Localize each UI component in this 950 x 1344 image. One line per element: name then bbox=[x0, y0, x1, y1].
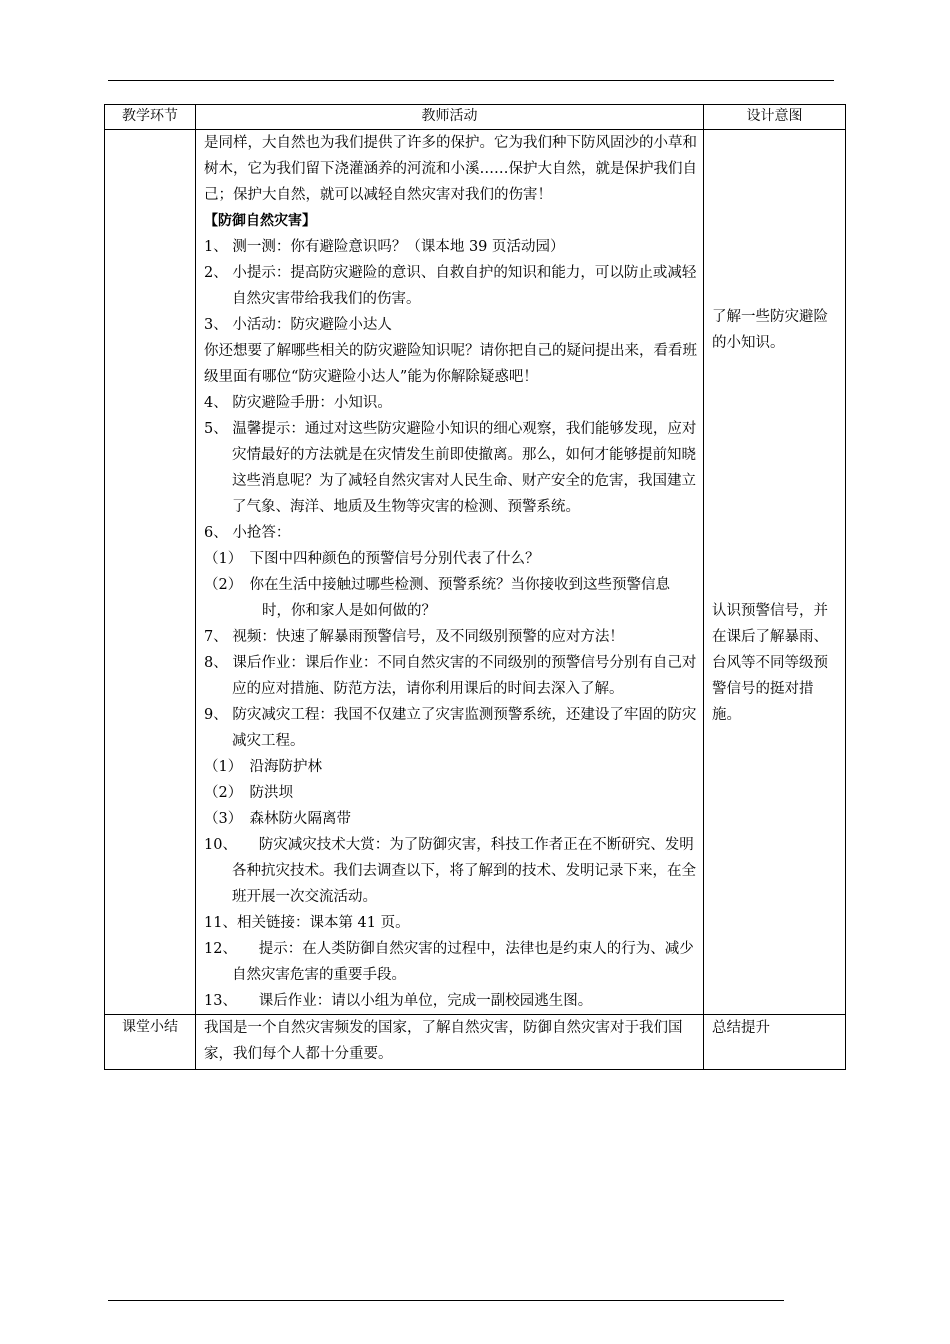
header-rule bbox=[108, 80, 834, 81]
list-item: 13、 课后作业：请以小组为单位，完成一副校园逃生图。 bbox=[204, 993, 593, 1009]
header-teacher-activity: 教师活动 bbox=[196, 105, 704, 130]
summary-activity: 我国是一个自然灾害频发的国家，了解自然灾害，防御自然灾害对于我们国家，我们每个人都十分重要。 bbox=[204, 1020, 683, 1062]
main-intent-cell bbox=[704, 130, 846, 1015]
summary-row bbox=[105, 1015, 846, 1070]
section-title: 【防御自然灾害】 bbox=[204, 213, 316, 229]
opening-paragraph: 是同样，大自然也为我们提供了许多的保护。它为我们种下防风固沙的小草和树木，它为我们留下浇灌涵养的河流和小溪……保护大自然，就是保护我们自己；保护大自然，就可以减轻自然灾害对我们的伤害！ bbox=[204, 135, 697, 203]
list-item: 3、 小活动：防灾避险小达人 bbox=[204, 317, 392, 333]
intent-note-2: 认识预警信号，并在课后了解暴雨、台风等不同等级预警信号的挺对措施。 bbox=[712, 603, 828, 723]
list-item: （3） 森林防火隔离带 bbox=[204, 811, 351, 827]
summary-activity-cell bbox=[196, 1015, 704, 1070]
list-item: 7、 视频：快速了解暴雨预警信号，及不同级别预警的应对方法！ bbox=[204, 629, 624, 645]
main-stage-cell bbox=[105, 130, 196, 1015]
list-item: 9、 防灾减灾工程：我国不仅建立了灾害监测预警系统，还建设了牢固的防灾减灾工程。 bbox=[204, 707, 697, 749]
list-item: 12、 提示：在人类防御自然灾害的过程中，法律也是约束人的行为、减少自然灾害危害的重要手段。 bbox=[204, 941, 694, 983]
header-stage: 教学环节 bbox=[105, 105, 196, 130]
list-item: 6、 小抢答： bbox=[204, 525, 291, 541]
table-header-row bbox=[105, 105, 846, 130]
list-item: 1、 测一测：你有避险意识吗？（课本地 39 页活动园） bbox=[204, 239, 565, 255]
list-item: 8、 课后作业：课后作业：不同自然灾害的不同级别的预警信号分别有自己对应的应对措施、防范方法，请你利用课后的时间去深入了解。 bbox=[204, 655, 697, 697]
intent-spacer-top bbox=[712, 130, 837, 304]
lesson-plan-table bbox=[104, 104, 846, 1070]
list-item: 10、 防灾减灾技术大赏：为了防御灾害，科技工作者正在不断研究、发明各种抗灾技术。我们去调查以下，将了解到的技术、发明记录下来，在全班开展一次交流活动。 bbox=[204, 837, 696, 905]
main-row bbox=[105, 130, 846, 1015]
list-item: （2） 你在生活中接触过哪些检测、预警系统？当你接收到这些预警信息时，你和家人是如何做的？ bbox=[204, 577, 670, 619]
intent-note-1: 了解一些防灾避险的小知识。 bbox=[712, 309, 828, 351]
summary-stage: 课堂小结 bbox=[105, 1015, 196, 1070]
list-item: （1） 下图中四种颜色的预警信号分别代表了什么？ bbox=[204, 551, 540, 567]
list-item: （1） 沿海防护林 bbox=[204, 759, 322, 775]
summary-intent: 总结提升 bbox=[712, 1020, 770, 1036]
list-item: 4、 防灾避险手册：小知识。 bbox=[204, 395, 392, 411]
list-item: 11、相关链接：课本第 41 页。 bbox=[204, 915, 410, 931]
footer-rule bbox=[108, 1300, 784, 1301]
summary-intent-cell bbox=[704, 1015, 846, 1070]
header-design-intent: 设计意图 bbox=[704, 105, 846, 130]
intent-spacer-middle bbox=[712, 356, 837, 598]
list-item: 2、 小提示：提高防灾避险的意识、自救自护的知识和能力，可以防止或减轻自然灾害带给我我们的伤害。 bbox=[204, 265, 697, 307]
list-item: 5、 温馨提示：通过对这些防灾避险小知识的细心观察，我们能够发现，应对灾情最好的方法就是在灾情发生前即使撤离。那么，如何才能够提前知晓这些消息呢？为了减轻自然灾害对人民生命、财产安全的危害，我国建立了气象、海洋、地质及生物等灾害的检测、预警系统。 bbox=[204, 421, 697, 515]
list-item: 你还想要了解哪些相关的防灾避险知识呢？请你把自己的疑问提出来，看看班级里面有哪位“防灾避险小达人”能为你解除疑惑吧！ bbox=[204, 343, 697, 385]
main-activity-cell bbox=[196, 130, 704, 1015]
list-item: （2） 防洪坝 bbox=[204, 785, 293, 801]
